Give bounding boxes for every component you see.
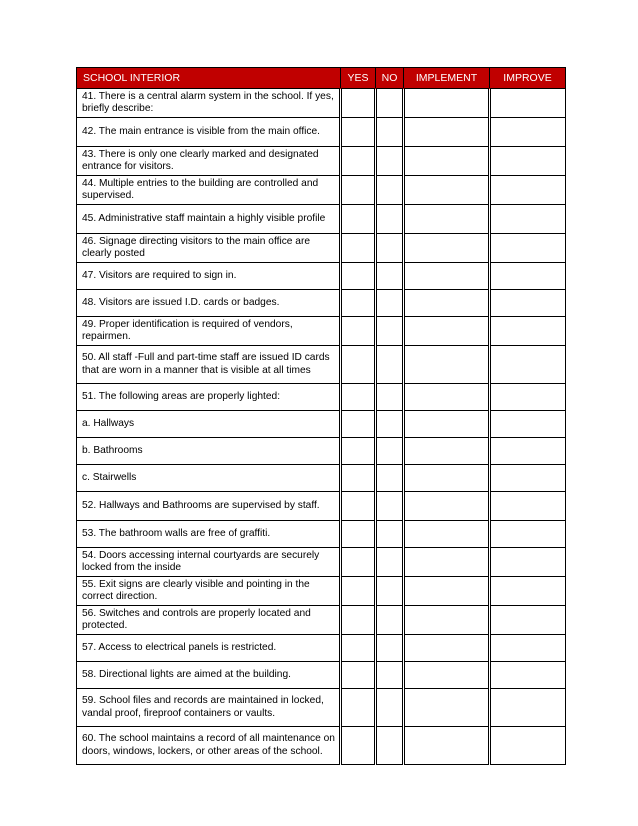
question-text: 46. Signage directing visitors to the main office are clearly posted bbox=[77, 234, 341, 263]
no-cell[interactable] bbox=[376, 689, 404, 727]
question-text: 47. Visitors are required to sign in. bbox=[77, 263, 341, 290]
question-text: 48. Visitors are issued I.D. cards or badges. bbox=[77, 290, 341, 317]
yes-cell[interactable] bbox=[341, 548, 376, 577]
table-row bbox=[77, 384, 566, 411]
implement-cell[interactable] bbox=[404, 548, 490, 577]
yes-cell[interactable] bbox=[341, 411, 376, 438]
table-row bbox=[77, 346, 566, 384]
implement-cell[interactable] bbox=[404, 89, 490, 118]
yes-cell[interactable] bbox=[341, 492, 376, 521]
implement-cell[interactable] bbox=[404, 290, 490, 317]
yes-cell[interactable] bbox=[341, 662, 376, 689]
header-no: NO bbox=[376, 68, 404, 89]
yes-cell[interactable] bbox=[341, 465, 376, 492]
no-cell[interactable] bbox=[376, 727, 404, 765]
improve-cell[interactable] bbox=[490, 727, 566, 765]
no-cell[interactable] bbox=[376, 465, 404, 492]
header-yes: YES bbox=[341, 68, 376, 89]
table-row bbox=[77, 118, 566, 147]
table-row bbox=[77, 89, 566, 118]
table-row bbox=[77, 635, 566, 662]
table-row bbox=[77, 689, 566, 727]
table-row bbox=[77, 465, 566, 492]
no-cell[interactable] bbox=[376, 317, 404, 346]
no-cell[interactable] bbox=[376, 118, 404, 147]
yes-cell[interactable] bbox=[341, 118, 376, 147]
improve-cell[interactable] bbox=[490, 147, 566, 176]
improve-cell[interactable] bbox=[490, 234, 566, 263]
question-text: 55. Exit signs are clearly visible and pointing in the correct direction. bbox=[77, 577, 341, 606]
table-row bbox=[77, 438, 566, 465]
yes-cell[interactable] bbox=[341, 521, 376, 548]
question-text: 43. There is only one clearly marked and designated entrance for visitors. bbox=[77, 147, 341, 176]
table-row bbox=[77, 577, 566, 606]
improve-cell[interactable] bbox=[490, 263, 566, 290]
implement-cell[interactable] bbox=[404, 411, 490, 438]
implement-cell[interactable] bbox=[404, 521, 490, 548]
implement-cell[interactable] bbox=[404, 118, 490, 147]
improve-cell[interactable] bbox=[490, 662, 566, 689]
question-text: 54. Doors accessing internal courtyards are securely locked from the inside bbox=[77, 548, 341, 577]
question-text: 56. Switches and controls are properly located and protected. bbox=[77, 606, 341, 635]
table-row bbox=[77, 263, 566, 290]
no-cell[interactable] bbox=[376, 662, 404, 689]
implement-cell[interactable] bbox=[404, 317, 490, 346]
no-cell[interactable] bbox=[376, 606, 404, 635]
question-text: 58. Directional lights are aimed at the building. bbox=[77, 662, 341, 689]
question-text: 44. Multiple entries to the building are controlled and supervised. bbox=[77, 176, 341, 205]
implement-cell[interactable] bbox=[404, 234, 490, 263]
improve-cell[interactable] bbox=[490, 577, 566, 606]
no-cell[interactable] bbox=[376, 577, 404, 606]
implement-cell[interactable] bbox=[404, 176, 490, 205]
improve-cell[interactable] bbox=[490, 689, 566, 727]
improve-cell[interactable] bbox=[490, 548, 566, 577]
question-text: 51. The following areas are properly lighted: bbox=[77, 384, 341, 411]
implement-cell[interactable] bbox=[404, 689, 490, 727]
implement-cell[interactable] bbox=[404, 577, 490, 606]
table-row bbox=[77, 606, 566, 635]
improve-cell[interactable] bbox=[490, 118, 566, 147]
question-text: 49. Proper identification is required of vendors, repairmen. bbox=[77, 317, 341, 346]
improve-cell[interactable] bbox=[490, 606, 566, 635]
no-cell[interactable] bbox=[376, 411, 404, 438]
improve-cell[interactable] bbox=[490, 411, 566, 438]
table-row bbox=[77, 492, 566, 521]
table-row bbox=[77, 662, 566, 689]
no-cell[interactable] bbox=[376, 548, 404, 577]
yes-cell[interactable] bbox=[341, 727, 376, 765]
improve-cell[interactable] bbox=[490, 521, 566, 548]
table-row bbox=[77, 521, 566, 548]
header-row bbox=[77, 68, 566, 89]
question-text: 60. The school maintains a record of all maintenance on doors, windows, lockers, or other areas of the school. bbox=[77, 727, 341, 765]
yes-cell[interactable] bbox=[341, 606, 376, 635]
table-row bbox=[77, 176, 566, 205]
no-cell[interactable] bbox=[376, 521, 404, 548]
improve-cell[interactable] bbox=[490, 290, 566, 317]
implement-cell[interactable] bbox=[404, 147, 490, 176]
yes-cell[interactable] bbox=[341, 384, 376, 411]
improve-cell[interactable] bbox=[490, 465, 566, 492]
yes-cell[interactable] bbox=[341, 205, 376, 234]
yes-cell[interactable] bbox=[341, 635, 376, 662]
header-improve: IMPROVE bbox=[490, 68, 566, 89]
no-cell[interactable] bbox=[376, 635, 404, 662]
improve-cell[interactable] bbox=[490, 438, 566, 465]
table-row bbox=[77, 317, 566, 346]
improve-cell[interactable] bbox=[490, 384, 566, 411]
table-row bbox=[77, 290, 566, 317]
yes-cell[interactable] bbox=[341, 176, 376, 205]
yes-cell[interactable] bbox=[341, 317, 376, 346]
table-row bbox=[77, 727, 566, 765]
improve-cell[interactable] bbox=[490, 492, 566, 521]
yes-cell[interactable] bbox=[341, 89, 376, 118]
no-cell[interactable] bbox=[376, 384, 404, 411]
yes-cell[interactable] bbox=[341, 438, 376, 465]
header-school-interior: SCHOOL INTERIOR bbox=[77, 68, 341, 89]
question-text: 53. The bathroom walls are free of graffiti. bbox=[77, 521, 341, 548]
yes-cell[interactable] bbox=[341, 689, 376, 727]
improve-cell[interactable] bbox=[490, 176, 566, 205]
implement-cell[interactable] bbox=[404, 727, 490, 765]
no-cell[interactable] bbox=[376, 492, 404, 521]
no-cell[interactable] bbox=[376, 438, 404, 465]
yes-cell[interactable] bbox=[341, 577, 376, 606]
no-cell[interactable] bbox=[376, 290, 404, 317]
implement-cell[interactable] bbox=[404, 465, 490, 492]
implement-cell[interactable] bbox=[404, 492, 490, 521]
question-text: 57. Access to electrical panels is restricted. bbox=[77, 635, 341, 662]
question-text: 59. School files and records are maintained in locked, vandal proof, fireproof containers or vaults. bbox=[77, 689, 341, 727]
no-cell[interactable] bbox=[376, 147, 404, 176]
improve-cell[interactable] bbox=[490, 89, 566, 118]
table-row bbox=[77, 411, 566, 438]
question-text: a. Hallways bbox=[77, 411, 341, 438]
table-row bbox=[77, 548, 566, 577]
question-text: 41. There is a central alarm system in the school. If yes, briefly describe: bbox=[77, 89, 341, 118]
yes-cell[interactable] bbox=[341, 290, 376, 317]
no-cell[interactable] bbox=[376, 176, 404, 205]
improve-cell[interactable] bbox=[490, 317, 566, 346]
improve-cell[interactable] bbox=[490, 635, 566, 662]
no-cell[interactable] bbox=[376, 234, 404, 263]
implement-cell[interactable] bbox=[404, 384, 490, 411]
no-cell[interactable] bbox=[376, 89, 404, 118]
improve-cell[interactable] bbox=[490, 205, 566, 234]
checklist-sheet bbox=[76, 67, 565, 765]
yes-cell[interactable] bbox=[341, 263, 376, 290]
implement-cell[interactable] bbox=[404, 662, 490, 689]
implement-cell[interactable] bbox=[404, 606, 490, 635]
yes-cell[interactable] bbox=[341, 346, 376, 384]
question-text: 52. Hallways and Bathrooms are supervised by staff. bbox=[77, 492, 341, 521]
question-text: c. Stairwells bbox=[77, 465, 341, 492]
table-row bbox=[77, 205, 566, 234]
implement-cell[interactable] bbox=[404, 635, 490, 662]
implement-cell[interactable] bbox=[404, 438, 490, 465]
question-text: 45. Administrative staff maintain a highly visible profile bbox=[77, 205, 341, 234]
no-cell[interactable] bbox=[376, 205, 404, 234]
yes-cell[interactable] bbox=[341, 234, 376, 263]
implement-cell[interactable] bbox=[404, 263, 490, 290]
header-implement: IMPLEMENT bbox=[404, 68, 490, 89]
yes-cell[interactable] bbox=[341, 147, 376, 176]
table-row bbox=[77, 234, 566, 263]
implement-cell[interactable] bbox=[404, 346, 490, 384]
implement-cell[interactable] bbox=[404, 205, 490, 234]
improve-cell[interactable] bbox=[490, 346, 566, 384]
school-interior-checklist-table bbox=[76, 67, 566, 765]
question-text: 50. All staff -Full and part-time staff are issued ID cards that are worn in a manner that is visible at all times bbox=[77, 346, 341, 384]
no-cell[interactable] bbox=[376, 346, 404, 384]
table-row bbox=[77, 147, 566, 176]
no-cell[interactable] bbox=[376, 263, 404, 290]
question-text: 42. The main entrance is visible from the main office. bbox=[77, 118, 341, 147]
question-text: b. Bathrooms bbox=[77, 438, 341, 465]
